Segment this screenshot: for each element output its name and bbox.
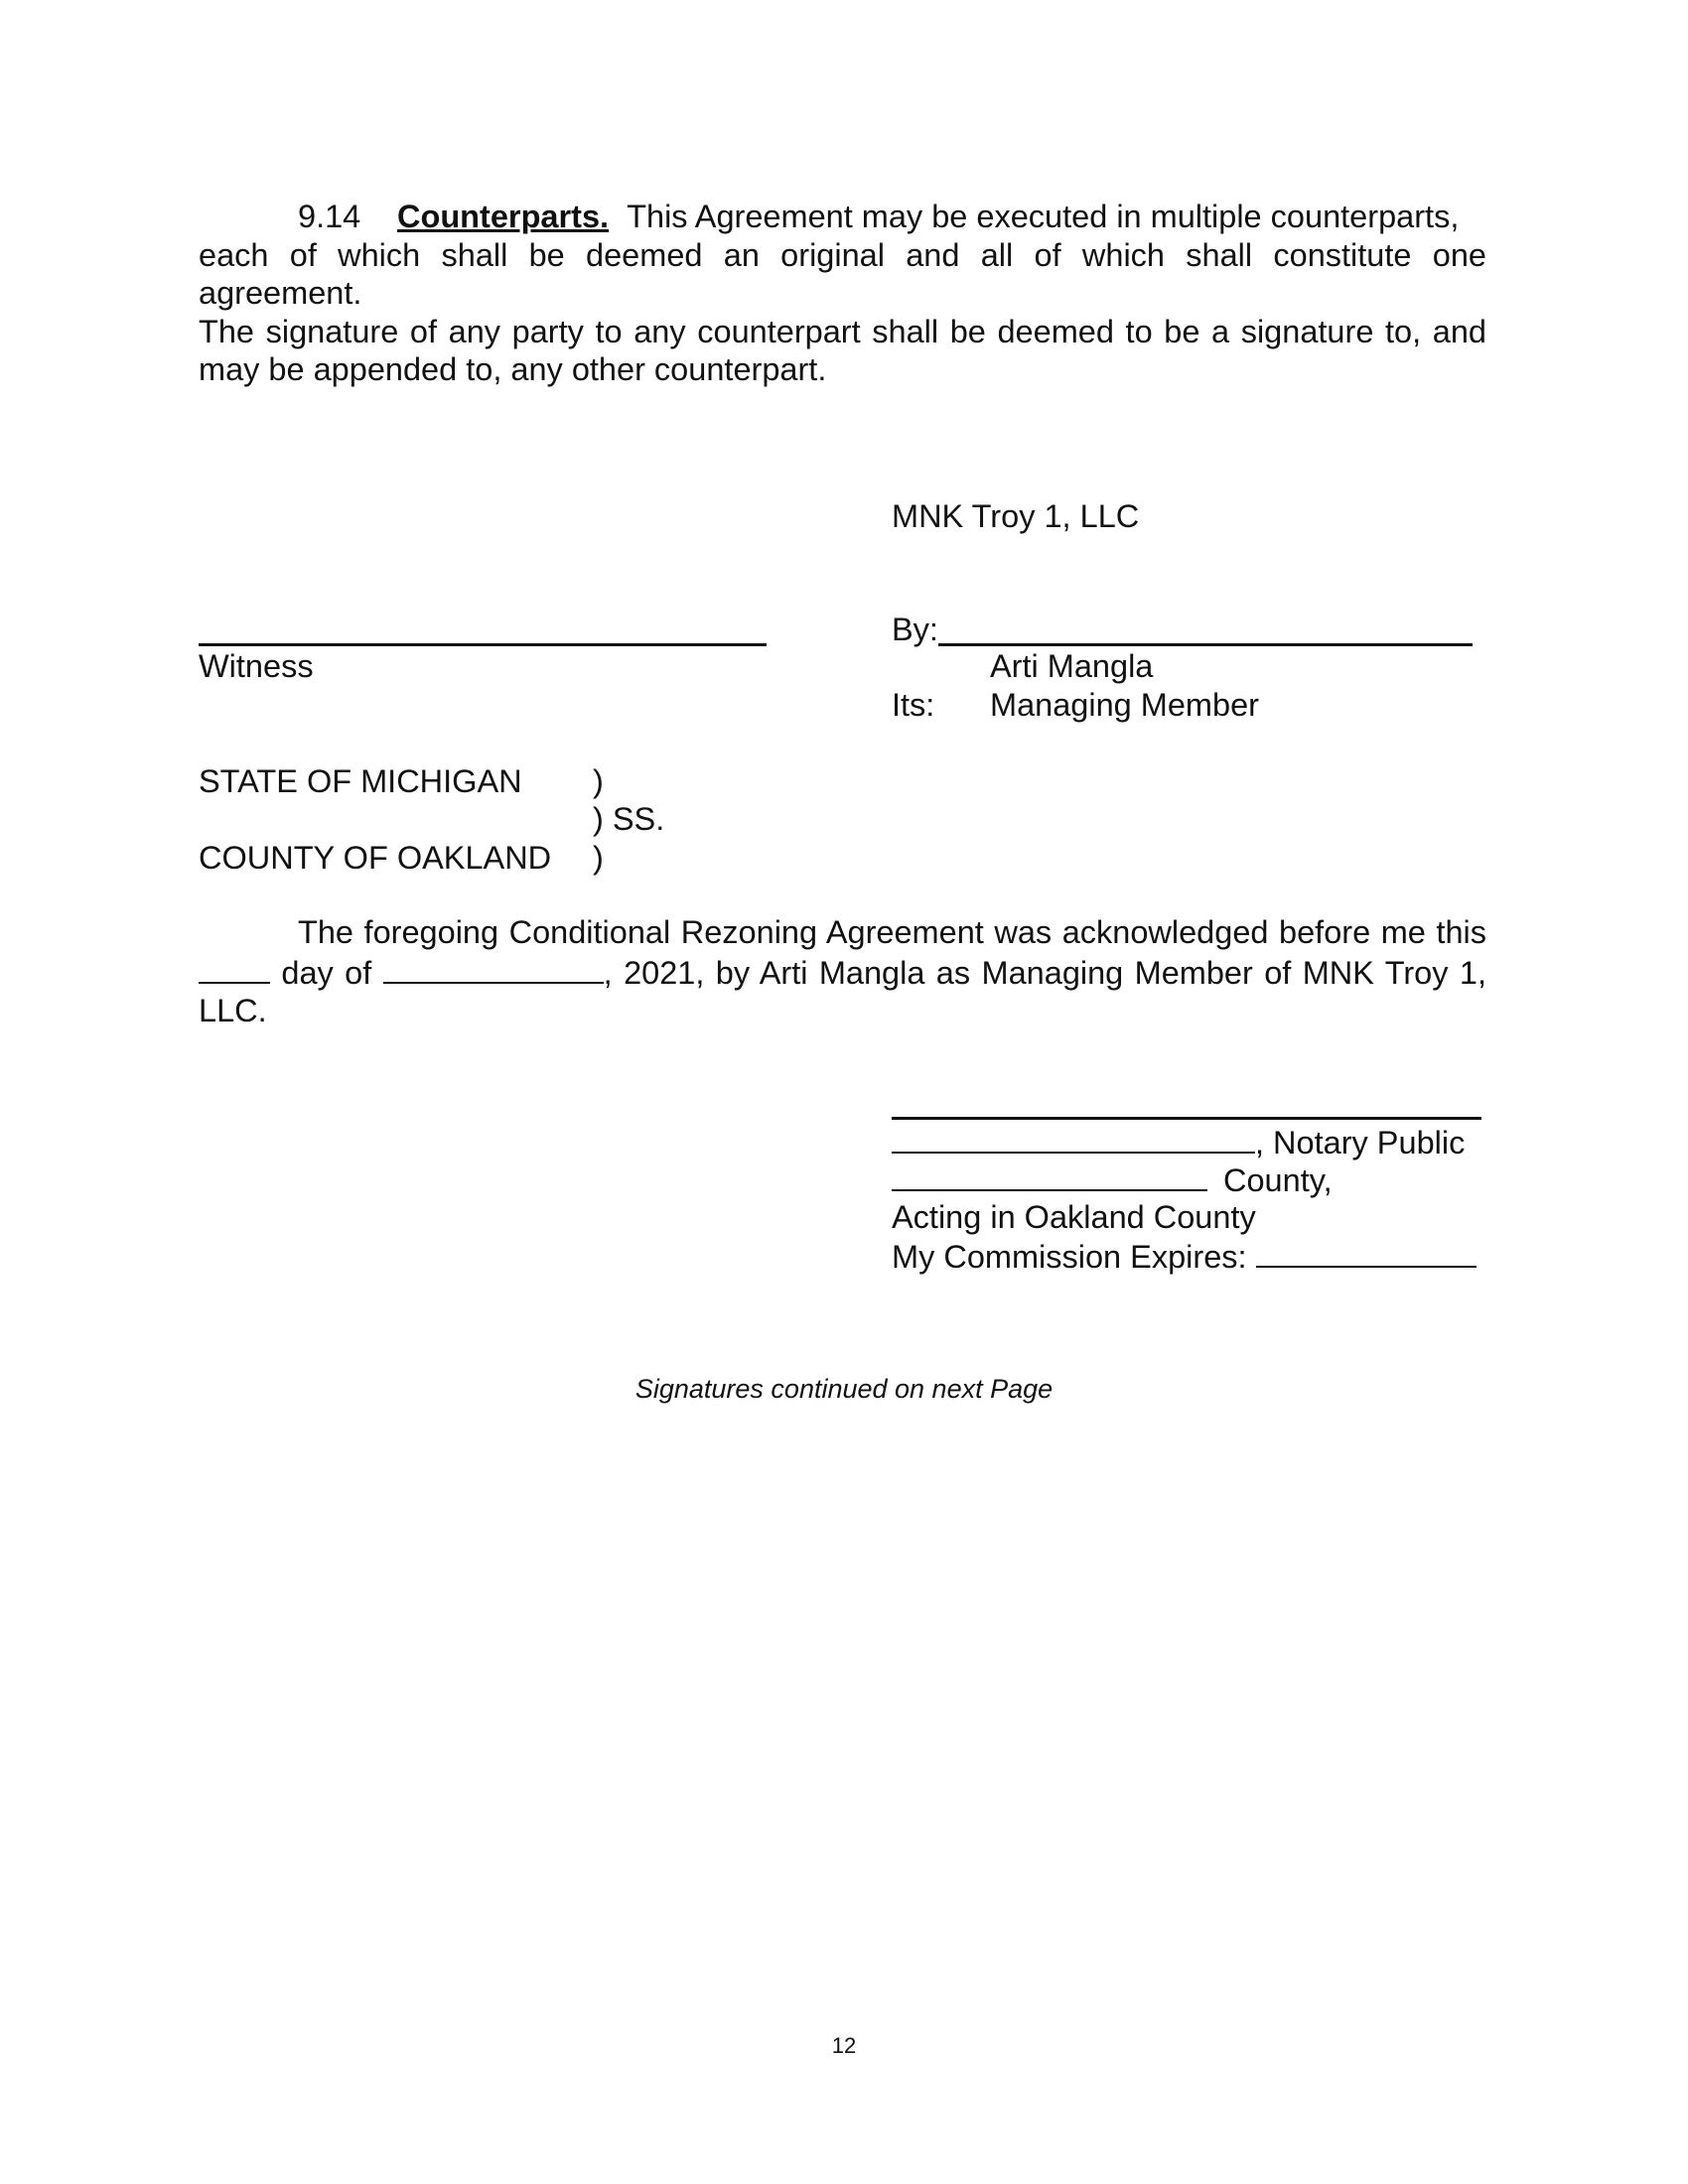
its-label: Its: — [892, 687, 935, 723]
notary-public-label: , Notary Public — [1255, 1125, 1466, 1160]
notary-county-line — [892, 1160, 1333, 1199]
venue-ss: ) SS. — [593, 801, 665, 837]
company-name: MNK Troy 1, LLC — [892, 498, 1140, 534]
section-line-2: each of which shall be deemed an original and all of which shall constitute one agreement. — [199, 236, 1486, 311]
signatures-continued-note: Signatures continued on next Page — [634, 1374, 1054, 1404]
day-blank[interactable] — [199, 952, 270, 984]
ack-line-1 — [199, 913, 1486, 952]
venue-paren-1: ) — [593, 763, 604, 799]
signer-title: Managing Member — [990, 687, 1259, 723]
section-line-4: may be appended to, any other counterpart. — [199, 351, 827, 387]
commission-label: My Commission Expires: — [892, 1239, 1247, 1275]
by-signature-line — [938, 643, 1473, 646]
notary-county-label: County, — [1223, 1162, 1333, 1198]
county-blank[interactable] — [892, 1160, 1207, 1191]
ack-text-2: , 2021, by Arti Mangla as Managing Member of MNK Troy 1, — [603, 954, 1486, 991]
by-label: By: — [892, 612, 938, 647]
witness-signature-line — [199, 643, 767, 646]
commission-date-blank[interactable] — [1256, 1236, 1477, 1268]
month-blank[interactable] — [383, 952, 604, 984]
state-label: STATE OF MICHIGAN — [199, 763, 522, 799]
section-paragraph — [199, 198, 1486, 389]
section-line-3: The signature of any party to any counterpart shall be deemed to be a signature to, and — [199, 313, 1486, 349]
venue-paren-2: ) — [593, 840, 604, 876]
section-text-1: This Agreement may be executed in multiple counterparts, — [627, 199, 1460, 234]
notary-signature-line — [892, 1117, 1481, 1120]
ack-line-2 — [199, 952, 1486, 993]
section-heading: Counterparts. — [397, 199, 610, 234]
ack-line-3: LLC. — [199, 993, 267, 1028]
signer-name: Arti Mangla — [990, 648, 1154, 684]
ack-text-1: The foregoing Conditional Rezoning Agreement was acknowledged before me this — [298, 914, 1486, 950]
county-label: COUNTY OF OAKLAND — [199, 840, 552, 876]
ack-day-of: day of — [281, 954, 372, 991]
acting-in-county: Acting in Oakland County — [892, 1199, 1256, 1235]
notary-public-line — [892, 1122, 1465, 1161]
witness-label: Witness — [199, 648, 314, 684]
page-number: 12 — [831, 2033, 857, 2058]
section-line-1 — [199, 198, 1486, 236]
section-number: 9.14 — [298, 199, 361, 234]
notary-name-blank[interactable] — [892, 1122, 1255, 1154]
commission-line — [892, 1236, 1477, 1276]
acknowledgment-paragraph — [199, 913, 1486, 1030]
